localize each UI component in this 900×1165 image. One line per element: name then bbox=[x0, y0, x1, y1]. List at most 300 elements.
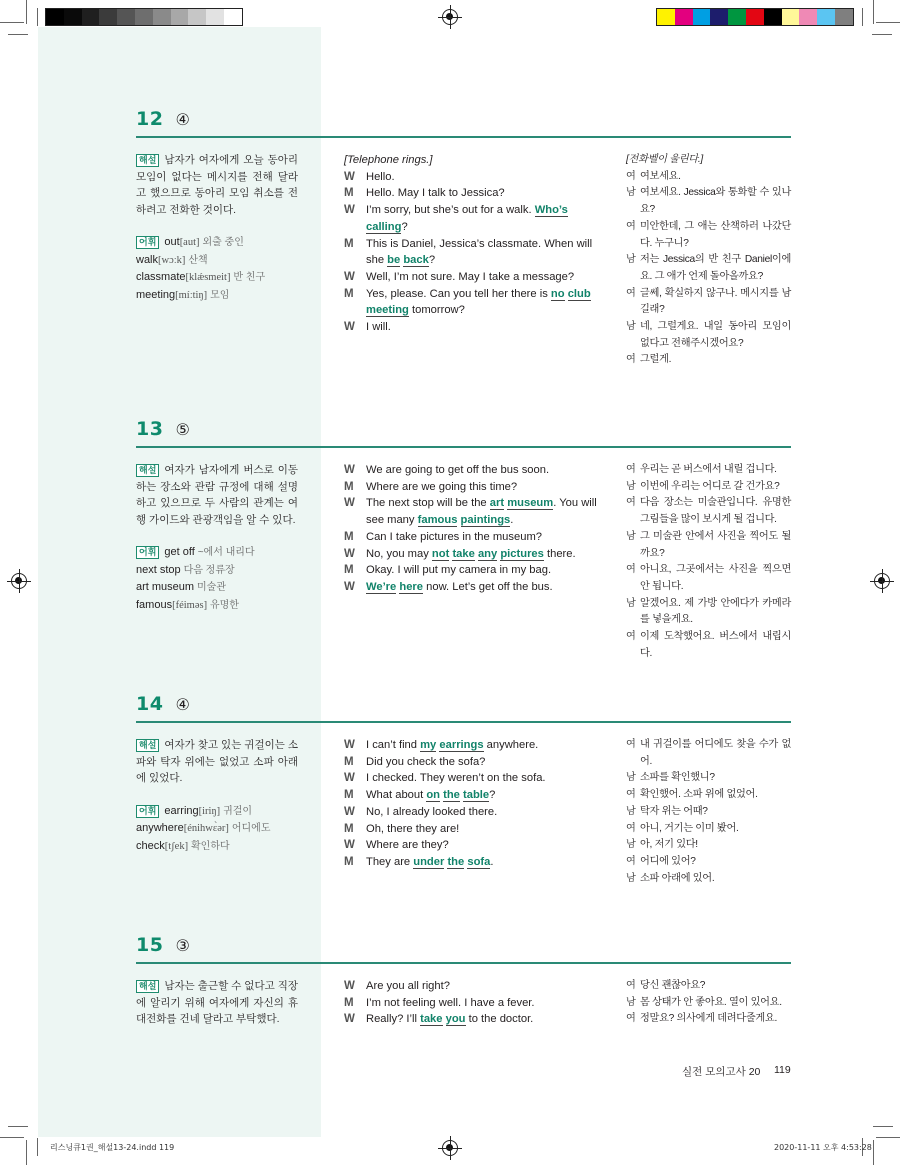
question-section-14 bbox=[136, 693, 791, 884]
color-swatch bbox=[224, 9, 242, 25]
vocab-tag: 어휘 bbox=[136, 805, 159, 818]
speaker-label: 여 bbox=[626, 855, 636, 867]
line-text: 알겠어요. 제 가방 안에다가 카메라를 넣을게요. bbox=[640, 597, 791, 626]
registration-mark-icon bbox=[442, 9, 458, 25]
crop-mark bbox=[873, 0, 874, 24]
vocab-meaning: 외출 중인 bbox=[202, 237, 244, 248]
script-line bbox=[344, 286, 606, 319]
vocab-phonetic: [iriŋ] bbox=[198, 805, 221, 817]
answer-blank: earrings bbox=[439, 739, 484, 751]
speaker-label: 남 bbox=[626, 839, 636, 851]
crop-mark bbox=[873, 1126, 893, 1127]
color-swatch bbox=[188, 9, 206, 25]
line-text bbox=[366, 479, 606, 496]
speaker-label: M bbox=[344, 564, 354, 577]
section-divider bbox=[136, 446, 791, 448]
vocabulary-list bbox=[136, 803, 298, 856]
crop-mark bbox=[8, 1126, 28, 1127]
line-text bbox=[366, 286, 606, 319]
text-run: Where are we going this time? bbox=[366, 480, 518, 493]
speaker-label: 여 bbox=[626, 739, 636, 750]
answer-blank: back bbox=[403, 254, 429, 267]
color-swatch bbox=[728, 9, 746, 25]
section-divider bbox=[136, 962, 791, 964]
translation-line bbox=[626, 787, 791, 804]
answer-blank: table bbox=[463, 789, 490, 802]
text-run: We are going to get off the bus soon. bbox=[366, 464, 550, 476]
speaker-label: W bbox=[344, 1013, 355, 1026]
script-line bbox=[344, 821, 606, 838]
line-text: 탁자 위는 어때? bbox=[640, 805, 708, 817]
script-line bbox=[344, 978, 606, 995]
text-run: Can I take pictures in the museum? bbox=[366, 530, 542, 543]
translation-line bbox=[626, 352, 791, 369]
text-run: They are bbox=[366, 855, 414, 868]
speaker-label: 남 bbox=[626, 772, 636, 784]
vocab-item bbox=[136, 287, 298, 305]
explanation-text: 여자가 찾고 있는 귀걸이는 소파와 탁자 위에는 없었고 소파 아래에 있었다. bbox=[136, 739, 298, 784]
line-text: 정말요? 의사에게 데려다줄게요. bbox=[640, 1013, 777, 1025]
answer-blank: art bbox=[489, 497, 505, 510]
script-line bbox=[344, 562, 606, 579]
crop-mark bbox=[26, 0, 27, 24]
explanation bbox=[136, 737, 298, 787]
line-text: 저는 Jessica의 반 친구 Daniel이에요. 그 애가 언제 돌아올까요? bbox=[640, 254, 791, 282]
answer-blank: pictures bbox=[500, 547, 544, 560]
color-swatch bbox=[82, 9, 100, 25]
speaker-label: 남 bbox=[626, 321, 636, 333]
speaker-label: 남 bbox=[626, 530, 636, 542]
line-text bbox=[366, 995, 606, 1012]
translation-line bbox=[626, 995, 791, 1012]
page-number: 119 bbox=[774, 1064, 791, 1076]
text-run: anywhere. bbox=[483, 739, 539, 751]
text-run: there. bbox=[543, 547, 576, 560]
answer-choice: ⑤ bbox=[175, 420, 190, 439]
script-line bbox=[344, 770, 606, 787]
line-text bbox=[366, 837, 606, 854]
translation-line bbox=[626, 479, 791, 496]
line-text: 그럴게. bbox=[640, 354, 672, 366]
speaker-label: 남 bbox=[626, 597, 636, 609]
line-text bbox=[366, 319, 606, 336]
text-run: Hello. bbox=[366, 170, 395, 183]
speaker-label: W bbox=[344, 204, 355, 217]
text-run: . You will see many bbox=[366, 497, 597, 527]
script-line bbox=[344, 236, 606, 269]
speaker-label: 여 bbox=[626, 220, 636, 232]
line-text bbox=[366, 579, 606, 596]
stage-direction: [Telephone rings.] bbox=[344, 154, 433, 166]
vocab-word: walk bbox=[136, 253, 159, 266]
vocab-phonetic: [klǽsmeit] bbox=[185, 272, 231, 283]
speaker-label: 남 bbox=[626, 872, 636, 884]
explanation bbox=[136, 462, 298, 528]
color-swatch bbox=[764, 9, 782, 25]
text-run: ? bbox=[401, 220, 408, 233]
script-line bbox=[344, 737, 606, 754]
vocab-meaning: 유명한 bbox=[209, 599, 239, 611]
answer-blank: We’re bbox=[366, 580, 397, 593]
translation-line bbox=[626, 629, 791, 662]
text-run: I’m not feeling well. I have a fever. bbox=[366, 996, 535, 1009]
text-run: Oh, there they are! bbox=[366, 822, 460, 835]
section-header bbox=[136, 693, 791, 719]
speaker-label: M bbox=[344, 530, 354, 543]
script-line bbox=[344, 185, 606, 202]
vocab-meaning: 모임 bbox=[210, 289, 230, 301]
vocab-item bbox=[136, 579, 298, 597]
color-swatch bbox=[835, 9, 853, 25]
translation-line bbox=[626, 804, 791, 821]
speaker-label: 남 bbox=[626, 254, 636, 266]
vocab-meaning: 반 친구 bbox=[233, 272, 266, 283]
vocab-word: next stop bbox=[136, 563, 181, 576]
english-script bbox=[344, 152, 606, 336]
line-text bbox=[366, 546, 606, 563]
text-run: . bbox=[510, 514, 514, 527]
line-text: 어디에 있어? bbox=[640, 855, 696, 867]
speaker-label: 여 bbox=[626, 497, 636, 509]
text-run: Well, I’m not sure. May I take a message? bbox=[366, 270, 575, 283]
color-swatch bbox=[171, 9, 189, 25]
script-line bbox=[344, 787, 606, 804]
translation-line bbox=[626, 770, 791, 787]
answer-blank: take bbox=[452, 547, 475, 560]
translation-line bbox=[626, 562, 791, 595]
vocab-meaning: 어디에도 bbox=[231, 823, 271, 834]
vocab-item bbox=[136, 234, 298, 252]
explanation-tag: 해설 bbox=[136, 739, 159, 752]
translation-line bbox=[626, 871, 791, 888]
explanation-tag: 해설 bbox=[136, 154, 159, 167]
vocab-meaning: 확인하다 bbox=[191, 840, 230, 852]
speaker-label: 여 bbox=[626, 789, 636, 801]
line-text: 미안한데, 그 애는 산책하러 나갔단다. 누구니? bbox=[640, 220, 791, 249]
english-script bbox=[344, 978, 606, 1028]
vocab-meaning: 다음 정류장 bbox=[183, 564, 235, 576]
book-title-footer: 실전 모의고사 20 bbox=[682, 1066, 761, 1078]
answer-blank: the bbox=[443, 789, 460, 802]
translation-line bbox=[626, 286, 791, 319]
explanation-column bbox=[136, 152, 298, 304]
vocab-phonetic: [tʃek] bbox=[164, 840, 189, 852]
answer-blank: club bbox=[567, 287, 591, 300]
translation-line bbox=[626, 219, 791, 252]
speaker-label: W bbox=[344, 547, 355, 560]
explanation bbox=[136, 978, 298, 1028]
answer-blank: no bbox=[550, 287, 565, 300]
crop-mark bbox=[37, 8, 38, 26]
color-swatch bbox=[206, 9, 224, 25]
registration-mark-icon bbox=[11, 573, 27, 589]
color-swatch bbox=[46, 9, 64, 25]
line-text bbox=[366, 462, 606, 479]
vocab-item bbox=[136, 544, 298, 562]
grayscale-color-bar bbox=[45, 8, 243, 26]
vocab-word: check bbox=[136, 839, 165, 852]
text-run: The next stop will be the bbox=[366, 497, 490, 510]
line-text: 아니, 거기는 이미 봤어. bbox=[640, 822, 739, 834]
speaker-label: W bbox=[344, 805, 355, 818]
text-run: Yes, please. Can you tell her there is bbox=[366, 287, 551, 300]
vocab-word: out bbox=[164, 236, 180, 248]
crop-mark bbox=[873, 1140, 874, 1165]
speaker-label: 남 bbox=[626, 996, 636, 1008]
color-swatch bbox=[710, 9, 728, 25]
translation-line bbox=[626, 737, 791, 770]
speaker-label: 여 bbox=[626, 287, 636, 299]
text-run: Really? I’ll bbox=[366, 1013, 421, 1026]
line-text bbox=[366, 770, 606, 787]
answer-blank: be bbox=[387, 254, 401, 267]
question-number: 13 bbox=[136, 418, 164, 440]
korean-translation bbox=[626, 462, 791, 662]
vocabulary-list bbox=[136, 544, 298, 614]
text-run: This is Daniel, Jessica’s classmate. When will she bbox=[366, 237, 593, 267]
line-text bbox=[366, 236, 606, 269]
script-line bbox=[344, 579, 606, 596]
answer-blank: any bbox=[477, 547, 498, 560]
script-line bbox=[344, 546, 606, 563]
speaker-label: M bbox=[344, 480, 354, 493]
text-run: Hello. May I talk to Jessica? bbox=[366, 187, 505, 200]
color-swatch bbox=[675, 9, 693, 25]
crop-mark bbox=[0, 1137, 24, 1138]
vocab-word: meeting bbox=[136, 288, 176, 301]
script-line bbox=[344, 995, 606, 1012]
speaker-label: M bbox=[344, 187, 354, 200]
vocabulary-list bbox=[136, 234, 298, 304]
answer-choice: ④ bbox=[175, 110, 190, 129]
vocab-word: art museum bbox=[136, 581, 195, 593]
vocab-item bbox=[136, 838, 298, 856]
color-swatch bbox=[117, 9, 135, 25]
speaker-label: M bbox=[344, 237, 354, 250]
speaker-label: M bbox=[344, 755, 354, 768]
color-swatch bbox=[693, 9, 711, 25]
answer-blank: paintings bbox=[460, 514, 511, 527]
vocab-word: famous bbox=[136, 598, 173, 611]
speaker-label: W bbox=[344, 170, 355, 183]
line-text: 아, 저기 있다! bbox=[640, 839, 698, 851]
script-line bbox=[344, 169, 606, 186]
answer-choice: ③ bbox=[175, 936, 190, 955]
crop-mark bbox=[0, 22, 24, 23]
explanation-column bbox=[136, 737, 298, 855]
crop-mark bbox=[8, 34, 28, 35]
speaker-label: 여 bbox=[626, 464, 636, 475]
crop-mark bbox=[37, 1138, 38, 1156]
script-line bbox=[344, 529, 606, 546]
script-line bbox=[344, 495, 606, 528]
speaker-label: 여 bbox=[626, 980, 636, 991]
ko-stage-direction: [전화벨이 울린다.] bbox=[626, 154, 703, 165]
script-line bbox=[344, 754, 606, 771]
answer-blank: famous bbox=[417, 514, 458, 527]
speaker-label: W bbox=[344, 464, 355, 476]
speaker-label: M bbox=[344, 855, 354, 868]
script-line bbox=[344, 269, 606, 286]
text-run: Did you check the sofa? bbox=[366, 755, 486, 768]
line-text: 이제 도착했어요. 버스에서 내립시다. bbox=[640, 631, 791, 659]
vocab-word: classmate bbox=[136, 271, 186, 283]
script-line bbox=[344, 854, 606, 871]
vocab-item bbox=[136, 803, 298, 821]
registration-mark-icon bbox=[442, 1140, 458, 1156]
translation-line bbox=[626, 529, 791, 562]
line-text: 확인했어. 소파 위에 없었어. bbox=[640, 789, 758, 801]
text-run: to the doctor. bbox=[465, 1013, 534, 1026]
vocab-tag: 어휘 bbox=[136, 546, 159, 559]
slug-filename: 리스닝큐1권_해설13-24.indd 119 bbox=[50, 1143, 175, 1152]
explanation bbox=[136, 152, 298, 218]
speaker-label: W bbox=[344, 839, 355, 852]
text-run: Are you all right? bbox=[366, 980, 450, 992]
english-script bbox=[344, 462, 606, 596]
color-swatch bbox=[99, 9, 117, 25]
answer-blank: you bbox=[445, 1013, 466, 1026]
translation-line bbox=[626, 185, 791, 218]
line-text bbox=[366, 804, 606, 821]
color-swatch bbox=[746, 9, 764, 25]
speaker-label: 남 bbox=[626, 805, 636, 817]
line-text: 당신 괜찮아요? bbox=[640, 980, 706, 991]
text-run: No, you may bbox=[366, 547, 432, 560]
speaker-label: 여 bbox=[626, 354, 636, 366]
line-text bbox=[366, 854, 606, 871]
explanation-tag: 해설 bbox=[136, 464, 159, 477]
korean-translation bbox=[626, 978, 791, 1028]
vocab-item bbox=[136, 269, 298, 287]
vocab-item bbox=[136, 597, 298, 615]
color-swatch bbox=[799, 9, 817, 25]
line-text bbox=[366, 495, 606, 528]
script-line bbox=[344, 804, 606, 821]
crop-mark bbox=[876, 1137, 900, 1138]
answer-choice: ④ bbox=[175, 695, 190, 714]
line-text: 여보세요. Jessica와 통화할 수 있나요? bbox=[640, 187, 791, 216]
color-swatch bbox=[782, 9, 800, 25]
vocab-tag: 어휘 bbox=[136, 236, 159, 249]
color-swatch bbox=[657, 9, 675, 25]
explanation-text: 남자는 출근할 수 없다고 직장에 알리기 위해 여자에게 자신의 휴대전화를 건네 달라고 부탁했다. bbox=[136, 980, 298, 1025]
crop-mark bbox=[862, 8, 863, 26]
script-line bbox=[344, 1011, 606, 1028]
speaker-label: W bbox=[344, 497, 355, 510]
vocab-phonetic: [énihwɛ̀ər] bbox=[183, 823, 229, 834]
question-section-12 bbox=[136, 108, 791, 366]
script-line bbox=[344, 479, 606, 496]
answer-blank: on bbox=[426, 789, 440, 802]
cmyk-color-bar bbox=[656, 8, 854, 26]
answer-blank: here bbox=[399, 580, 424, 593]
explanation-column bbox=[136, 462, 298, 614]
speaker-label: 남 bbox=[626, 480, 636, 492]
line-text: 그 미술관 안에서 사진을 찍어도 될까요? bbox=[640, 530, 791, 559]
line-text bbox=[366, 202, 606, 235]
explanation-text: 여자가 남자에게 버스로 이동하는 장소와 관람 규정에 대해 설명하고 있으므로 두 사람의 관계는 여행 가이드와 관광객임을 알 수 있다. bbox=[136, 464, 298, 526]
text-run: Where are they? bbox=[366, 839, 449, 852]
question-number: 15 bbox=[136, 934, 164, 956]
answer-blank: calling bbox=[366, 220, 402, 233]
speaker-label: 여 bbox=[626, 170, 636, 182]
section-header bbox=[136, 934, 791, 960]
translation-line bbox=[626, 596, 791, 629]
english-script bbox=[344, 737, 606, 871]
text-run: ? bbox=[489, 789, 496, 802]
script-line bbox=[344, 319, 606, 336]
crop-mark bbox=[872, 34, 892, 35]
vocab-phonetic: [féiməs] bbox=[172, 599, 208, 611]
answer-blank: my bbox=[420, 739, 437, 751]
speaker-label: W bbox=[344, 739, 355, 751]
line-text bbox=[366, 821, 606, 838]
answer-blank: the bbox=[447, 855, 465, 868]
vocab-meaning: ~에서 내리다 bbox=[197, 547, 255, 558]
vocab-meaning: 귀걸이 bbox=[223, 805, 253, 817]
vocab-meaning: 미술관 bbox=[197, 582, 226, 593]
vocab-item bbox=[136, 252, 298, 270]
line-text: 소파를 확인했니? bbox=[640, 772, 715, 784]
script-line bbox=[344, 202, 606, 235]
vocab-phonetic: [wɔːk] bbox=[158, 254, 186, 266]
speaker-label: W bbox=[344, 270, 355, 283]
text-run: No, I already looked there. bbox=[366, 805, 498, 818]
color-swatch bbox=[135, 9, 153, 25]
line-text bbox=[366, 737, 606, 754]
color-swatch bbox=[64, 9, 82, 25]
translation-line bbox=[626, 495, 791, 528]
translation-line bbox=[626, 169, 791, 186]
vocab-item bbox=[136, 820, 298, 838]
line-text bbox=[366, 754, 606, 771]
speaker-label: M bbox=[344, 789, 354, 802]
answer-blank: take bbox=[420, 1013, 443, 1026]
line-text bbox=[366, 169, 606, 186]
crop-mark bbox=[26, 1140, 27, 1165]
answer-blank: under bbox=[413, 855, 445, 868]
script-line bbox=[344, 837, 606, 854]
vocab-phonetic: [aut] bbox=[179, 237, 200, 248]
line-text bbox=[366, 185, 606, 202]
registration-mark-icon bbox=[874, 573, 890, 589]
explanation-text: 남자가 여자에게 오늘 동아리 모임이 없다는 메시지를 전해 달라고 했으므로 동아리 모임 취소를 전하려고 전화한 것이다. bbox=[136, 154, 298, 216]
line-text: 글쎄, 확실하지 않구나. 메시지를 남길래? bbox=[640, 287, 791, 316]
text-run: I will. bbox=[366, 321, 391, 334]
speaker-label: 여 bbox=[626, 1013, 636, 1025]
vocab-word: get off bbox=[164, 546, 195, 558]
translation-line bbox=[626, 821, 791, 838]
explanation-column bbox=[136, 978, 298, 1028]
speaker-label: W bbox=[344, 772, 355, 785]
line-text bbox=[366, 529, 606, 546]
speaker-label: M bbox=[344, 822, 354, 835]
text-run: Okay. I will put my camera in my bag. bbox=[366, 564, 552, 577]
korean-translation bbox=[626, 152, 791, 369]
vocab-word: earring bbox=[164, 804, 199, 817]
vocab-phonetic: [míːtiŋ] bbox=[175, 289, 208, 301]
translation-line bbox=[626, 1011, 791, 1028]
answer-blank: museum bbox=[507, 497, 554, 510]
question-section-13 bbox=[136, 418, 791, 659]
speaker-label: 남 bbox=[626, 187, 636, 199]
section-header bbox=[136, 108, 791, 134]
color-swatch bbox=[817, 9, 835, 25]
section-divider bbox=[136, 721, 791, 723]
speaker-label: 여 bbox=[626, 564, 636, 576]
text-run: tomorrow? bbox=[408, 304, 465, 317]
